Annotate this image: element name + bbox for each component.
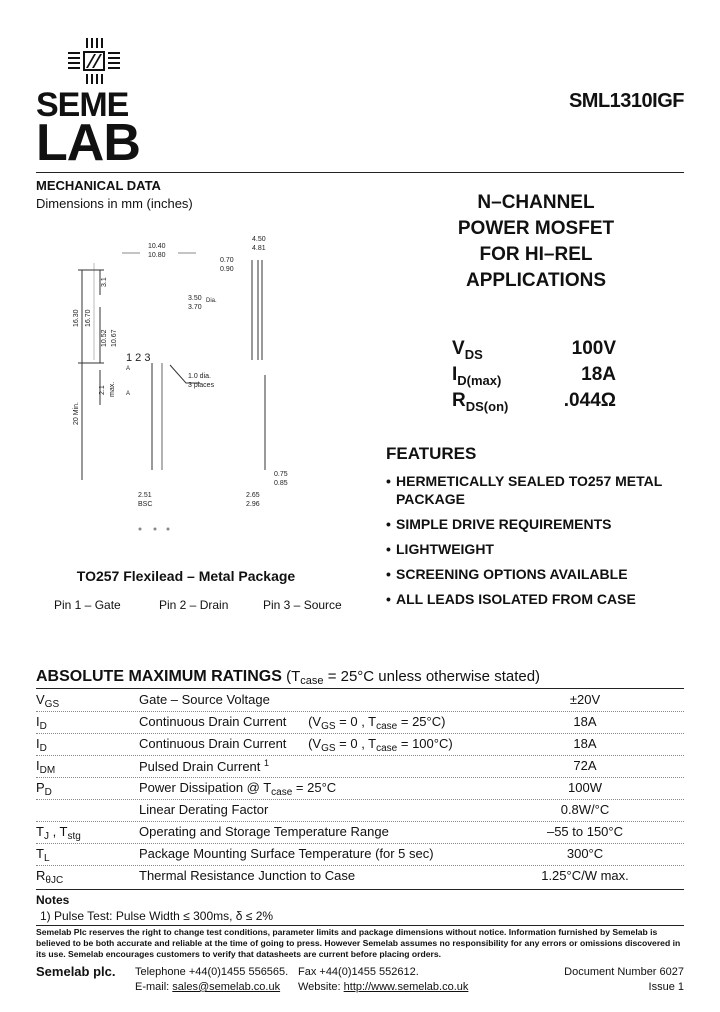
mechanical-subheading: Dimensions in mm (inches) [36, 196, 193, 211]
mechanical-heading: MECHANICAL DATA [36, 178, 161, 193]
dim-label: 3.50 [188, 295, 202, 302]
table-row: $I_D$ Continuous Drain Current ($V_{GS} = 0$ , $T_{case} = 100^\circ C$) 18A [36, 734, 684, 756]
spec-rds: $R_{DS(on)}$ [452, 390, 509, 414]
title-line: APPLICATIONS [465, 270, 607, 291]
amr-divider [36, 688, 684, 689]
dim-label: 2.96 [246, 501, 260, 508]
footer-company: Semelab plc. [36, 964, 116, 979]
disclaimer: Semelab Plc reserves the right to change test conditions, parameter limits and package dimensions without notice. Information furnished by Semelab is believed to be both accurate and reliable at the time of going to press. However Semelab assumes no responsibility for any errors or omissions discovered in its use. Semelab encourages customers to verify that datasheets are current before placing orders. [36, 927, 681, 959]
logo-mark-icon [66, 38, 122, 84]
dim-label: Dia. [206, 298, 217, 304]
table-row: $R_{\theta JC}$ Thermal Resistance Junction to Case 1.25°C/W max. [36, 868, 629, 886]
dim-label: 3 places [188, 382, 215, 389]
spec-id-value: 18A [581, 364, 616, 385]
mechanical-drawing [60, 225, 320, 545]
dim-label: 10.52 [101, 329, 108, 347]
package-title: TO257 Flexilead – Metal Package [76, 568, 296, 584]
dim-label: 0.85 [274, 480, 288, 487]
dim-label: 0.70 [220, 257, 234, 264]
features-heading: FEATURES [386, 444, 477, 463]
pin-numbers: 1 2 3 [126, 352, 151, 364]
notes-divider [36, 925, 684, 926]
table-row: $V_{GS}$ Gate – Source Voltage ±20V [36, 690, 684, 712]
logo-seme: SEME [36, 86, 129, 124]
spec-id: $I_{D(max)}$ [452, 364, 502, 388]
table-row: $I_D$ Continuous Drain Current ($V_{GS} = 0$ , $T_{case} = 25^\circ C$) 18A [36, 712, 684, 734]
footer-website: Website: http://www.semelab.co.uk [298, 981, 469, 993]
feature-item: • HERMETICALLY SEALED TO257 METAL PACKAGE [386, 473, 663, 507]
table-row: $I_{DM}$ Pulsed Drain Current $^1$ 72A [36, 756, 684, 778]
title-line: POWER MOSFET [457, 218, 615, 239]
title-line: N–CHANNEL [477, 192, 595, 213]
header-divider [36, 172, 684, 173]
pin-label: Pin 1 – Gate [54, 598, 121, 612]
dim-label: 10.40 [148, 243, 166, 250]
feature-item: • LIGHTWEIGHT [386, 541, 494, 557]
note-item: 1) Pulse Test: Pulse Width ≤ 300ms, δ ≤ 2% [40, 909, 274, 923]
dim-label: 2.65 [246, 492, 260, 499]
dim-label: BSC [138, 501, 153, 508]
dim-label: 3.1 [101, 277, 108, 287]
footer-email: E-mail: sales@semelab.co.uk [135, 981, 281, 993]
footer-telephone: Telephone +44(0)1455 556565. [135, 966, 289, 978]
dim-label: 16.70 [85, 309, 92, 327]
dim-label: 10.80 [148, 252, 166, 259]
part-number: SML1310IGF [568, 90, 684, 112]
dim-label: 1.0 dia. [188, 373, 211, 380]
feature-item: • SCREENING OPTIONS AVAILABLE [386, 566, 628, 582]
table-row: $P_D$ Power Dissipation @ $T_{case} = 25^\circ C$ 100W [36, 778, 684, 800]
table-row: Linear Derating Factor 0.8W/°C [36, 800, 684, 822]
email-link[interactable]: sales@semelab.co.uk [172, 981, 281, 993]
doc-number: Document Number 6027 [564, 966, 684, 978]
a-label: A [126, 391, 131, 397]
a-label: A [126, 366, 131, 372]
spec-rds-value: .044Ω [563, 390, 616, 411]
title-line: FOR HI–REL [479, 244, 593, 265]
dim-label: 4.50 [252, 236, 266, 243]
issue-number: Issue 1 [648, 981, 684, 993]
website-link[interactable]: http://www.semelab.co.uk [343, 981, 469, 993]
product-title [398, 190, 674, 294]
dim-label: 2.51 [138, 492, 152, 499]
table-row: $T_J$ , $T_{stg}$ Operating and Storage Temperature Range –55 to 150°C [36, 822, 684, 844]
dim-label: 16.30 [73, 309, 80, 327]
dim-label: 4.81 [252, 245, 266, 252]
dim-label: max. [109, 381, 116, 397]
pin-label: Pin 2 – Drain [159, 598, 229, 612]
dim-label: 0.75 [274, 471, 288, 478]
logo-lab: LAB [36, 114, 140, 172]
feature-item: • SIMPLE DRIVE REQUIREMENTS [386, 516, 612, 532]
feature-item: • ALL LEADS ISOLATED FROM CASE [386, 591, 636, 607]
footer-fax: Fax +44(0)1455 552612. [298, 966, 419, 978]
spec-vds: $V_{DS}$ [452, 338, 483, 362]
dim-label: 0.90 [220, 266, 234, 273]
notes-heading: Notes [36, 893, 70, 907]
dim-label: 2.1 [99, 385, 106, 395]
dim-label: 3.70 [188, 304, 202, 311]
dim-label: 10.67 [111, 329, 118, 347]
spec-vds-value: 100V [571, 338, 616, 359]
amr-heading: ABSOLUTE MAXIMUM RATINGS ($T_{case} = 25^\circ C$ unless otherwise stated) [36, 668, 541, 687]
pin-label: Pin 3 – Source [263, 598, 342, 612]
table-row: $T_L$ Package Mounting Surface Temperature (for 5 sec) 300°C [36, 844, 684, 866]
amr-bottom-divider [36, 889, 684, 890]
dim-label: 20 Min. [73, 402, 80, 425]
